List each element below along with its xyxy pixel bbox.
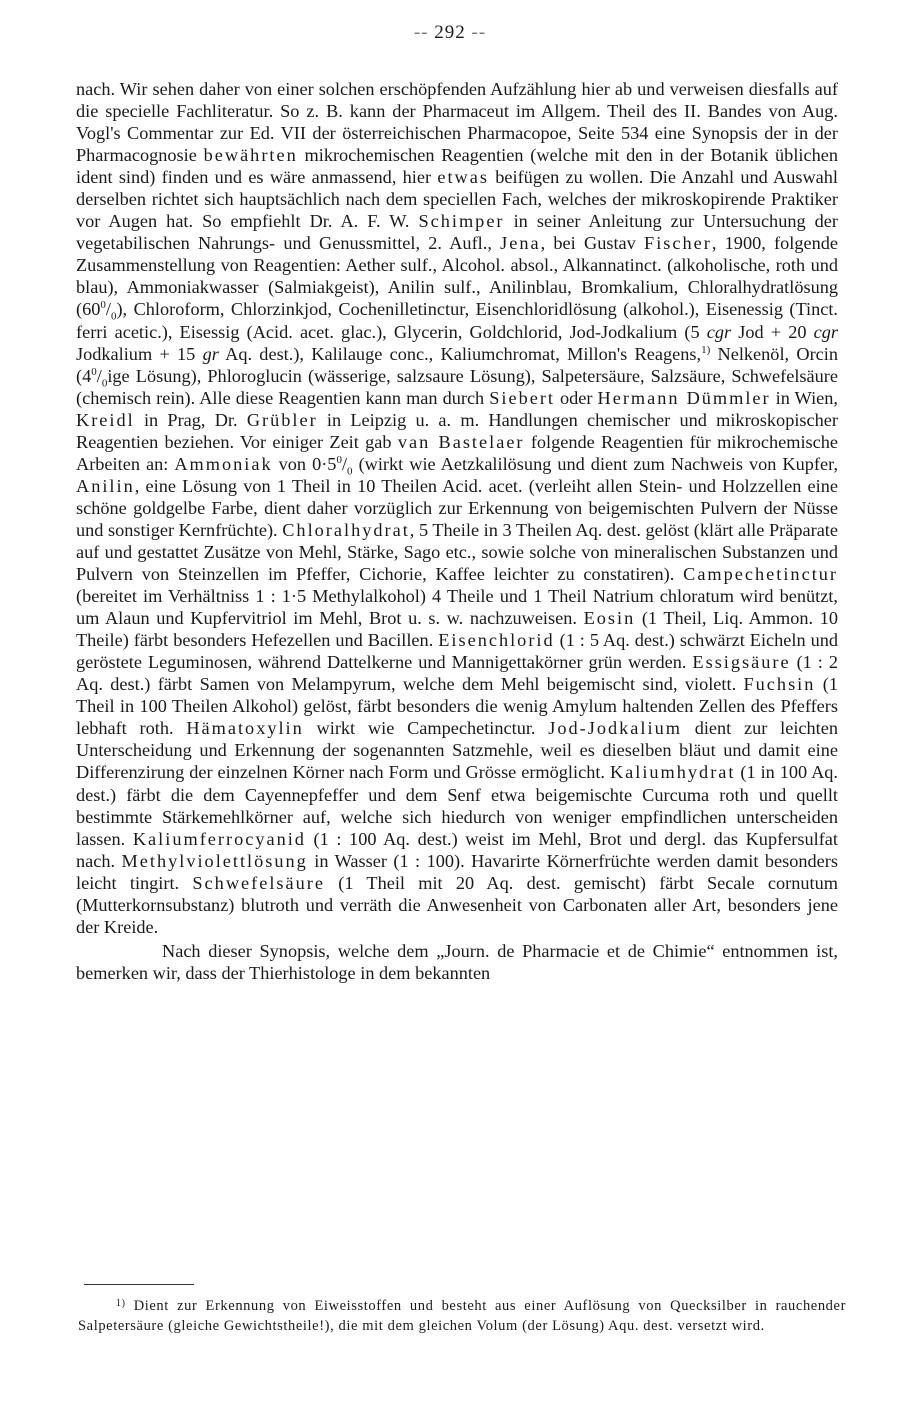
text-run: , eine Lösung von 1 Theil in 10 Theilen Acid. acet. (verleiht allen Stein- und Holzzellen eine schöne goldgelbe Farbe, dient daher vorzüglich zur Erkennung von beigemischten Pulvern der Nüsse und sonstiger Kernfrüchte).: [76, 475, 838, 540]
text-run: oder: [555, 387, 598, 408]
spaced-term: Methylviolettlösung: [121, 850, 308, 871]
text-run: (1 in 100 Aq. dest.) färbt die dem Cayennepfeffer und dem Senf etwa beigemischte Curcuma roth und quellt bestimmte Stärkemehlkörner auf, welche sich hiedurch von weniger empfindlichen unterscheiden lassen.: [76, 762, 838, 849]
footnote-text: Dient zur Erkennung von Eiweisstoffen und besteht aus einer Auflösung von Quecksilber in rauchender Salpetersäure (gleiche Gewichtstheile!), die mit dem gleichen Volum (der Lösung) Aqu. dest. versetzt wird.: [78, 1298, 846, 1334]
text-run: beifügen zu wollen. Die Anzahl und Auswahl derselben richtet sich hauptsächlich nach dem speciellen Fach, welches der mikroskopirende Praktiker vor Augen hat. So empfiehlt Dr. A. F. W.: [76, 167, 838, 232]
text-run: /: [341, 453, 348, 474]
text-run: (bereitet im Verhältniss 1 : 1·5 Methylalkohol) 4 Theile und 1 Theil Natrium chloratum wird benützt, um Alaun und Kupfervitriol im Mehl, Brot u. s. w. nachzuweisen.: [76, 586, 838, 629]
spaced-term: bewährten: [203, 145, 298, 166]
page-number-header: [0, 22, 900, 44]
text-run: cgr: [813, 321, 838, 342]
footnote-marker: 1): [116, 1298, 126, 1309]
paragraph-synopsis-note: [76, 940, 838, 984]
page-number: 292: [434, 22, 466, 43]
spaced-term: Eisenchlorid: [438, 630, 555, 651]
spaced-term: Kaliumferrocyanid: [132, 828, 306, 849]
text-run: (1 Theil, Liq. Ammon. 10 Theile) färbt besonders Hefezellen und Bacillen.: [76, 608, 838, 651]
text-run: dient zur leichten Unterscheidung und Erkennung der sogenannten Satzmehle, weil es dieselben bläut und damit eine Differenzirung der einzelnen Körner nach Form und Grösse ermöglicht.: [76, 718, 839, 783]
spaced-term: Kreidl: [76, 409, 135, 430]
text-run: , 1900, folgende Zusammenstellung von Reagentien: Aether sulf., Alcohol. absol., Alkannatinct. (alkoholische, roth und blau), Ammoniakwasser (Salmiakgeist), Anilin sulf., Anilinblau, Bromkalium, Chloralhydratlösung (60: [76, 233, 838, 320]
spaced-term: Fuchsin: [743, 674, 816, 695]
spaced-term: Hermann Dümmler: [597, 387, 771, 408]
spaced-term: etwas: [437, 167, 489, 188]
page-number-dash-left: --: [413, 22, 429, 43]
text-script: 0: [347, 465, 353, 478]
text-run: (1 : 100 Aq. dest.) weist im Mehl, Brot und dergl. das Kupfersulfat nach.: [76, 828, 838, 871]
spaced-term: van Bastelaer: [397, 431, 525, 452]
text-run: folgende Reagentien für mikrochemische Arbeiten an:: [76, 431, 839, 474]
spaced-term: Ammoniak: [174, 453, 273, 474]
text-run: /: [105, 299, 111, 320]
text-run: in Wasser (1 : 100). Havarirte Körnerfrüchte werden damit besonders leicht tingirt.: [76, 850, 838, 893]
text-run: in Wien,: [770, 387, 838, 408]
text-run: (wirkt wie Aetzkalilösung und dient zum Nachweis von Kupfer,: [352, 453, 839, 474]
text-script: 0: [91, 365, 97, 378]
text-run: , 5 Theile in 3 Theilen Aq. dest. gelöst (klärt alle Präparate auf und gestattet Zusätze von Mehl, Stärke, Sago etc., sowie solche von mineralischen Substanzen und Pulvern von Steinzellen im Pfeffer, Cichorie, Kaffee leichter zu constatiren).: [76, 519, 838, 585]
text-run: ), Chloroform, Chlorzinkjod, Cochenilletinctur, Eisenchloridlösung (alkohol.), Eisenessig (Tinct. ferri acetic.), Eisessig (Acid. acet. glac.), Glycerin, Goldchlorid, Jod-Jodkalium (5: [76, 299, 838, 342]
text-run: von 0·5: [272, 453, 337, 474]
spaced-term: Essigsäure: [692, 652, 791, 673]
page-number-dash-right: --: [471, 22, 487, 43]
spaced-term: Schwefelsäure: [192, 872, 325, 893]
text-script: 0: [336, 453, 342, 466]
text-run: Jod + 20: [731, 321, 814, 342]
text-script: 0: [101, 377, 108, 390]
text-run: (1 Theil mit 20 Aq. dest. gemischt) färbt Secale cornutum (Mutterkornsubstanz) blutroth und verräth die Anwesenheit von Carbonaten aller Art, besonders jene der Kreide.: [76, 872, 838, 937]
text-run: Nelkenöl, Orcin (4: [76, 343, 838, 386]
text-run: (1 : 2 Aq. dest.) färbt Samen von Melampyrum, welche dem Mehl beigemischt sind, violett.: [76, 652, 838, 695]
spaced-term: Siebert: [489, 387, 556, 408]
text-script: 1): [701, 343, 711, 356]
spaced-term: Anilin: [76, 475, 135, 496]
text-run: , bei Gustav: [540, 233, 645, 254]
spaced-term: Chloralhydrat: [282, 519, 410, 540]
text-run: cgr: [706, 321, 732, 342]
text-run: in seiner Anleitung zur Untersuchung der vegetabilischen Nahrungs- und Genussmittel, 2. Aufl.,: [76, 211, 839, 254]
text-run: in Prag, Dr.: [134, 409, 247, 430]
spaced-term: Grübler: [246, 409, 318, 430]
spaced-term: Schimper: [418, 211, 505, 232]
text-script: 0: [100, 299, 106, 312]
text-run: Nach dieser Synopsis, welche dem „Journ. de Pharmacie et de Chimie“ entnommen ist, bemerken wir, dass der Thierhistologe in dem bekannten: [76, 940, 838, 983]
text-script: 0: [110, 311, 117, 324]
text-run: Aq. dest.), Kalilauge conc., Kaliumchromat, Millon's Reagens,: [218, 343, 702, 364]
text-run: in Leipzig u. a. m. Handlungen chemischer und mikroskopischer Reagentien beziehen. Vor einiger Zeit gab: [76, 409, 838, 452]
text-run: (1 : 5 Aq. dest.) schwärzt Eicheln und geröstete Leguminosen, während Dattelkerne und Mannigettakörner grün werden.: [76, 630, 839, 673]
text-run: gr: [202, 343, 219, 364]
spaced-term: Eosin: [583, 608, 636, 629]
paragraph-reagents-list: [76, 78, 838, 938]
text-run: /: [96, 365, 102, 386]
text-run: mikrochemischen Reagentien (welche mit den in der Botanik üblichen ident sind) finden und es wäre anmassend, hier: [76, 145, 838, 188]
spaced-term: Campechetinctur: [683, 564, 838, 585]
text-run: (1 Theil in 100 Theilen Alkohol) gelöst, färbt besonders die wenig Amylum haltenden Zellen des Pfeffers lebhaft roth.: [76, 674, 838, 739]
footnote-separator: [84, 1284, 194, 1285]
footnote: [78, 1294, 846, 1336]
text-run: nach. Wir sehen daher von einer solchen erschöpfenden Aufzählung hier ab und verweisen diesfalls auf die specielle Fachliteratur. So z. B. kann der Pharmaceut im Allgem. Theil des II. Bandes von Aug. Vogl's Commentar zur Ed. VII der österreichischen Pharmacopoe, Seite 534 eine Synopsis der in der Pharmacognosie: [76, 79, 838, 166]
spaced-term: Jod-Jodkalium: [548, 718, 682, 739]
body-text: [76, 78, 838, 984]
spaced-term: Hämatoxylin: [186, 718, 304, 739]
spaced-term: Kaliumhydrat: [609, 762, 736, 783]
spaced-term: Jena: [500, 233, 541, 254]
text-run: wirkt wie Campechetinctur.: [303, 718, 549, 739]
text-run: Jodkalium + 15: [76, 343, 203, 364]
spaced-term: Fischer: [644, 233, 712, 254]
text-run: ige Lösung), Phloroglucin (wässerige, salzsaure Lösung), Salpetersäure, Salzsäure, Schwefelsäure (chemisch rein). Alle diese Reagentien kann man durch: [76, 365, 838, 408]
